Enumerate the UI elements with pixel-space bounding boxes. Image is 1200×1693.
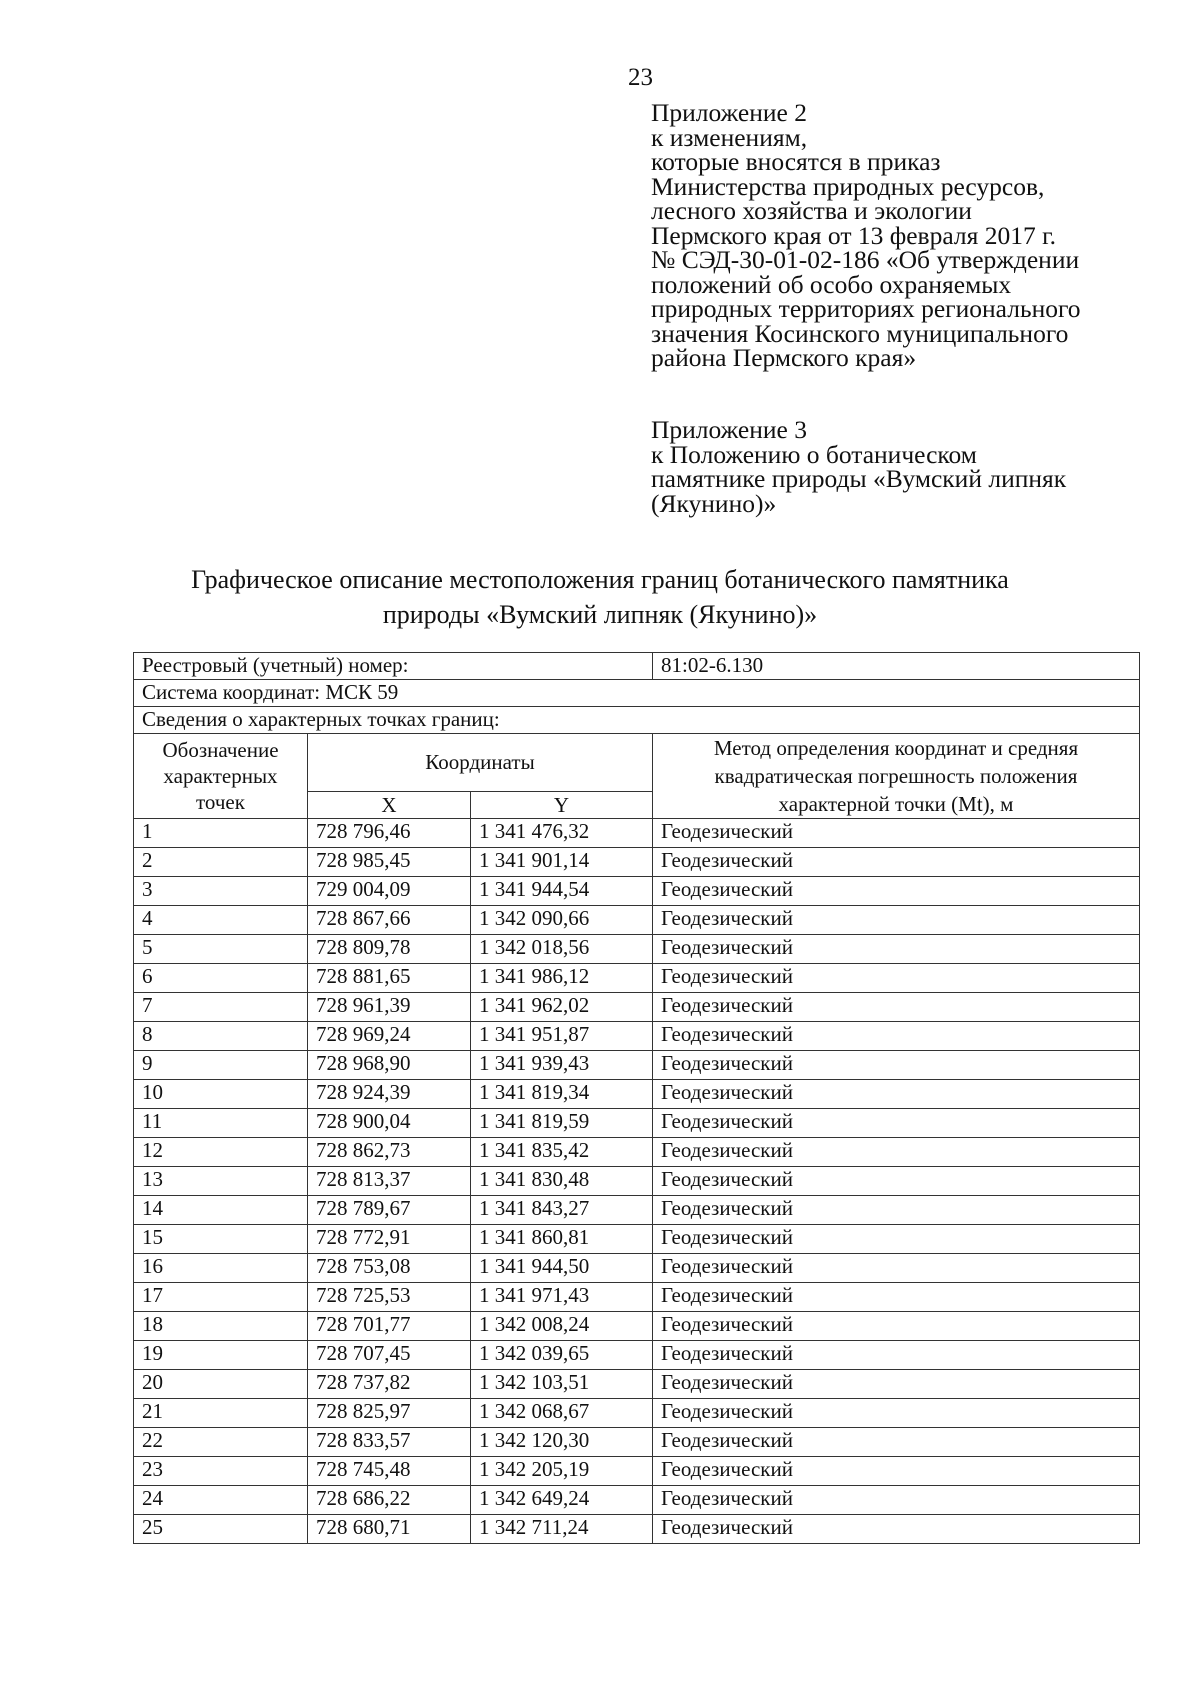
method: Геодезический (653, 1341, 1140, 1370)
coord-x: 728 745,48 (308, 1457, 471, 1486)
annex-2-line: которые вносятся в приказ (651, 147, 941, 176)
coord-y: 1 342 090,66 (471, 906, 653, 935)
coord-y: 1 341 860,81 (471, 1225, 653, 1254)
coord-y: 1 342 649,24 (471, 1486, 653, 1515)
coord-y: 1 341 901,14 (471, 848, 653, 877)
annex-3-caption (651, 415, 1067, 518)
point-id: 13 (134, 1167, 308, 1196)
coord-x: 728 707,45 (308, 1341, 471, 1370)
coord-x: 728 833,57 (308, 1428, 471, 1457)
registry-label: Реестровый (учетный) номер: (134, 653, 653, 680)
method: Геодезический (653, 1312, 1140, 1341)
table-row (134, 1283, 1140, 1312)
coord-y: 1 341 819,59 (471, 1109, 653, 1138)
coord-x: 728 985,45 (308, 848, 471, 877)
coord-y: 1 342 039,65 (471, 1341, 653, 1370)
coord-y: 1 341 843,27 (471, 1196, 653, 1225)
table-row (134, 819, 1140, 848)
point-id: 21 (134, 1399, 308, 1428)
method: Геодезический (653, 848, 1140, 877)
table-row (134, 1080, 1140, 1109)
point-id: 2 (134, 848, 308, 877)
document-title (0, 562, 1200, 632)
coord-x: 728 753,08 (308, 1254, 471, 1283)
table-row (134, 1138, 1140, 1167)
table-row (134, 1341, 1140, 1370)
coord-y: 1 341 971,43 (471, 1283, 653, 1312)
table-row (134, 935, 1140, 964)
method: Геодезический (653, 819, 1140, 848)
header-y: Y (471, 791, 653, 818)
table-row (134, 1457, 1140, 1486)
annex-2-caption (651, 98, 1081, 372)
table-row (134, 1370, 1140, 1399)
point-id: 14 (134, 1196, 308, 1225)
table-row (134, 1399, 1140, 1428)
coord-y: 1 341 951,87 (471, 1022, 653, 1051)
coord-x: 728 825,97 (308, 1399, 471, 1428)
coord-x: 728 924,39 (308, 1080, 471, 1109)
coord-y: 1 341 962,02 (471, 993, 653, 1022)
table-row (134, 1022, 1140, 1051)
table-row (134, 1225, 1140, 1254)
table-row (134, 1254, 1140, 1283)
method: Геодезический (653, 1022, 1140, 1051)
annex-2-line: Пермского края от 13 февраля 2017 г. (651, 220, 1057, 250)
point-id: 8 (134, 1022, 308, 1051)
method: Геодезический (653, 935, 1140, 964)
coord-x: 728 796,46 (308, 819, 471, 848)
header-method: Метод определения координат и средняя квадратическая погрешность положения характерной точки (Mt), м (653, 734, 1140, 819)
method: Геодезический (653, 1080, 1140, 1109)
point-id: 9 (134, 1051, 308, 1080)
point-id: 18 (134, 1312, 308, 1341)
coord-y: 1 341 939,43 (471, 1051, 653, 1080)
coord-system: Система координат: МСК 59 (134, 680, 1140, 707)
title-line: Графическое описание местоположения границ ботанического памятника (191, 565, 1009, 594)
method: Геодезический (653, 1167, 1140, 1196)
annex-2-line: Приложение 2 (651, 98, 807, 127)
table-row (134, 1515, 1140, 1544)
point-id: 7 (134, 993, 308, 1022)
header-x: X (308, 791, 471, 818)
coord-x: 728 900,04 (308, 1109, 471, 1138)
point-id: 23 (134, 1457, 308, 1486)
coord-y: 1 341 986,12 (471, 964, 653, 993)
annex-3-line: Приложение 3 (651, 415, 807, 444)
annex-2-line: лесного хозяйства и экологии (651, 196, 972, 225)
point-id: 24 (134, 1486, 308, 1515)
coord-y: 1 341 944,50 (471, 1254, 653, 1283)
method: Геодезический (653, 877, 1140, 906)
coord-x: 728 737,82 (308, 1370, 471, 1399)
table-row (134, 877, 1140, 906)
point-id: 11 (134, 1109, 308, 1138)
point-id: 16 (134, 1254, 308, 1283)
coord-x: 728 969,24 (308, 1022, 471, 1051)
table-row (134, 1167, 1140, 1196)
coord-x: 728 881,65 (308, 964, 471, 993)
point-id: 17 (134, 1283, 308, 1312)
method: Геодезический (653, 1051, 1140, 1080)
point-id: 4 (134, 906, 308, 935)
coord-x: 728 867,66 (308, 906, 471, 935)
annex-2-line: к изменениям, (651, 122, 808, 152)
coord-y: 1 341 835,42 (471, 1138, 653, 1167)
page-number: 23 (628, 64, 653, 91)
point-id: 1 (134, 819, 308, 848)
title-line: природы «Вумский липняк (Якунино)» (382, 600, 818, 629)
method: Геодезический (653, 1399, 1140, 1428)
point-id: 19 (134, 1341, 308, 1370)
annex-2-line: природных территориях регионального (651, 294, 1081, 323)
coord-y: 1 342 103,51 (471, 1370, 653, 1399)
annex-2-line: № СЭД-30-01-02-186 «Об утверждении (651, 245, 1080, 274)
table-row (134, 1428, 1140, 1457)
table-row (134, 964, 1140, 993)
table-row (134, 848, 1140, 877)
point-id: 6 (134, 964, 308, 993)
point-id: 5 (134, 935, 308, 964)
coord-x: 728 701,77 (308, 1312, 471, 1341)
coord-x: 728 686,22 (308, 1486, 471, 1515)
coord-x: 728 961,39 (308, 993, 471, 1022)
annex-3-line: к Положению о ботаническом (651, 439, 977, 469)
coord-x: 729 004,09 (308, 877, 471, 906)
table-row (134, 993, 1140, 1022)
coord-x: 728 862,73 (308, 1138, 471, 1167)
coordinates-table (133, 652, 1140, 1544)
method: Геодезический (653, 1254, 1140, 1283)
coord-y: 1 341 830,48 (471, 1167, 653, 1196)
method: Геодезический (653, 906, 1140, 935)
coord-y: 1 341 476,32 (471, 819, 653, 848)
annex-3-line: (Якунино)» (651, 488, 777, 518)
annex-2-line: значения Косинского муниципального (651, 318, 1069, 348)
method: Геодезический (653, 1283, 1140, 1312)
annex-3-line: памятнике природы «Вумский липняк (651, 464, 1067, 493)
point-id: 20 (134, 1370, 308, 1399)
points-info: Сведения о характерных точках границ: (134, 707, 1140, 734)
header-point: Обозначение характерных точек (134, 734, 308, 819)
coord-x: 728 809,78 (308, 935, 471, 964)
method: Геодезический (653, 1225, 1140, 1254)
method: Геодезический (653, 1457, 1140, 1486)
coord-y: 1 342 068,67 (471, 1399, 653, 1428)
table-row (134, 1486, 1140, 1515)
method: Геодезический (653, 1196, 1140, 1225)
point-id: 10 (134, 1080, 308, 1109)
coord-y: 1 342 205,19 (471, 1457, 653, 1486)
table-row (134, 1196, 1140, 1225)
method: Геодезический (653, 993, 1140, 1022)
method: Геодезический (653, 1515, 1140, 1544)
header-coords: Координаты (308, 734, 653, 792)
registry-value: 81:02-6.130 (653, 653, 1140, 680)
coord-x: 728 813,37 (308, 1167, 471, 1196)
coord-x: 728 968,90 (308, 1051, 471, 1080)
coord-y: 1 342 711,24 (471, 1515, 653, 1544)
point-id: 22 (134, 1428, 308, 1457)
coord-y: 1 341 944,54 (471, 877, 653, 906)
point-id: 15 (134, 1225, 308, 1254)
point-id: 25 (134, 1515, 308, 1544)
coord-y: 1 341 819,34 (471, 1080, 653, 1109)
annex-2-line: района Пермского края» (651, 343, 917, 372)
table-row (134, 1312, 1140, 1341)
table-row (134, 1051, 1140, 1080)
method: Геодезический (653, 1486, 1140, 1515)
method: Геодезический (653, 1428, 1140, 1457)
method: Геодезический (653, 1138, 1140, 1167)
coord-x: 728 680,71 (308, 1515, 471, 1544)
method: Геодезический (653, 964, 1140, 993)
coord-x: 728 725,53 (308, 1283, 471, 1312)
coord-y: 1 342 018,56 (471, 935, 653, 964)
point-id: 3 (134, 877, 308, 906)
coord-y: 1 342 008,24 (471, 1312, 653, 1341)
annex-2-line: Министерства природных ресурсов, (651, 171, 1045, 201)
point-id: 12 (134, 1138, 308, 1167)
method: Геодезический (653, 1109, 1140, 1138)
annex-2-line: положений об особо охраняемых (651, 269, 1012, 299)
coord-y: 1 342 120,30 (471, 1428, 653, 1457)
table-row (134, 906, 1140, 935)
coord-x: 728 789,67 (308, 1196, 471, 1225)
table-row (134, 1109, 1140, 1138)
method: Геодезический (653, 1370, 1140, 1399)
coord-x: 728 772,91 (308, 1225, 471, 1254)
